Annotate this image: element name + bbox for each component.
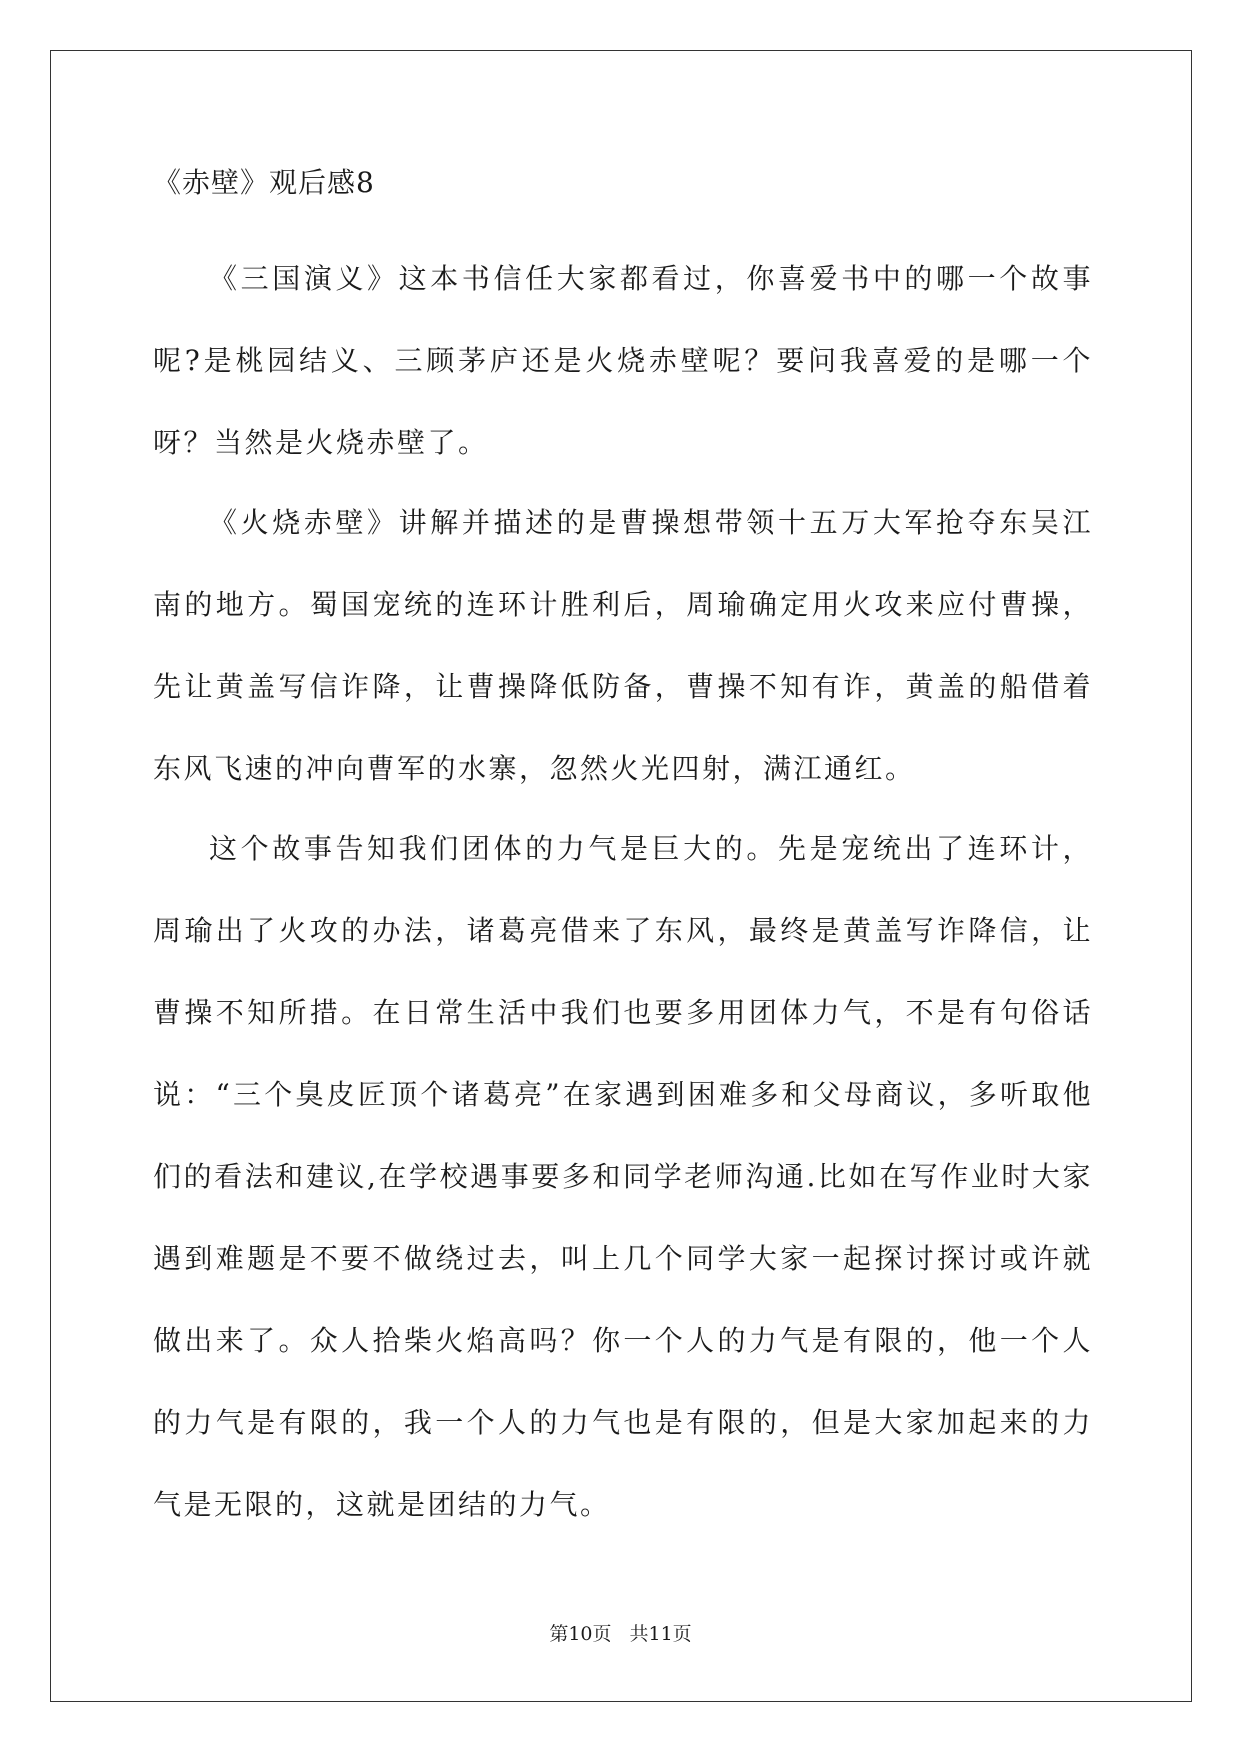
paragraph-3: 这个故事告知我们团体的力气是巨大的。先是宠统出了连环计，周瑜出了火攻的办法，诸葛亮借来了东风，最终是黄盖写诈降信，让曹操不知所措。在日常生活中我们也要多用团体力气，不是有句俗话说：“三个臭皮匠顶个诸葛亮”在家遇到困难多和父母商议，多听取他们的看法和建议,在学校遇事要多和同学老师沟通.比如在写作业时大家遇到难题是不要不做绕过去，叫上几个同学大家一起探讨探讨或许就做出来了。众人拾柴火焰高吗？你一个人的力气是有限的，他一个人的力气是有限的，我一个人的力气也是有限的，但是大家加起来的力气是无限的，这就是团结的力气。 xyxy=(153,832,1093,1521)
document-title: 《赤壁》观后感8 xyxy=(153,166,375,199)
page-total: 共11页 xyxy=(629,1623,692,1645)
document-body xyxy=(153,163,1093,1546)
paragraph-2: 《火烧赤壁》讲解并描述的是曹操想带领十五万大军抢夺东吴江南的地方。蜀国宠统的连环计胜利后，周瑜确定用火攻来应付曹操，先让黄盖写信诈降，让曹操降低防备，曹操不知有诈，黄盖的船借着东风飞速的冲向曹军的水寨，忽然火光四射，满江通红。 xyxy=(153,506,1093,785)
paragraph-1: 《三国演义》这本书信任大家都看过，你喜爱书中的哪一个故事呢?是桃园结义、三顾茅庐还是火烧赤壁呢？要问我喜爱的是哪一个呀？当然是火烧赤壁了。 xyxy=(153,262,1093,459)
page-number: 第10页 xyxy=(549,1623,612,1645)
page-footer xyxy=(0,1622,1241,1646)
